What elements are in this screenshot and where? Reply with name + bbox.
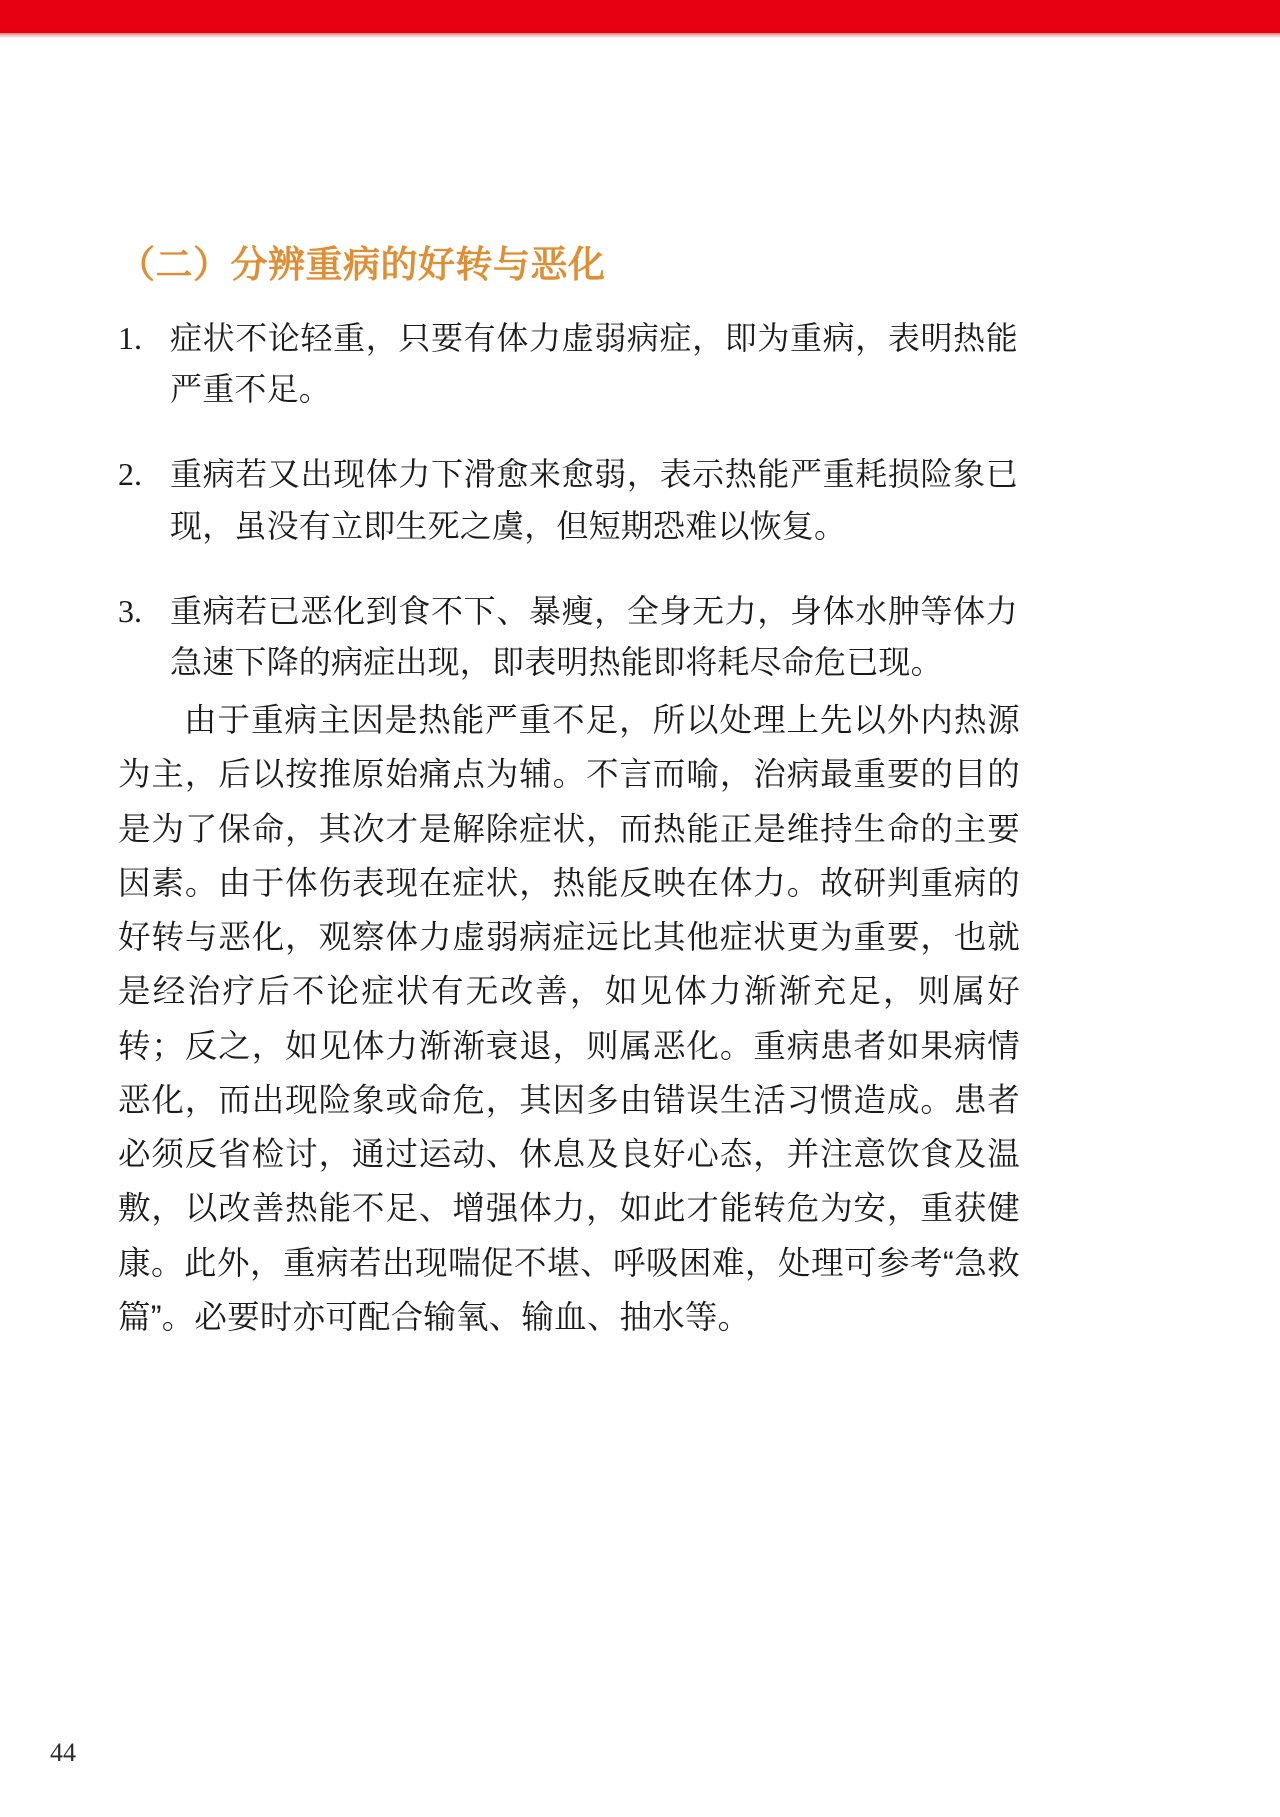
list-item <box>118 449 1018 551</box>
section-heading: （二）分辨重病的好转与恶化 <box>118 244 606 285</box>
list-item-text: 重病若已恶化到食不下、暴瘦，全身无力，身体水肿等体力急速下降的病症出现，即表明热能即将耗尽命危已现。 <box>170 592 1018 680</box>
numbered-list <box>118 313 1018 688</box>
list-item <box>118 313 1018 415</box>
list-item-text: 重病若又出现体力下滑愈来愈弱，表示热能严重耗损险象已现，虽没有立即生死之虞，但短期恐难以恢复。 <box>170 456 1018 544</box>
page-content <box>0 38 1280 1817</box>
list-item-text: 症状不论轻重，只要有体力虚弱病症，即为重病，表明热能严重不足。 <box>170 320 1018 408</box>
list-item-marker: 2. <box>118 456 142 493</box>
body-paragraph: 由于重病主因是热能严重不足，所以处理上先以外内热源为主，后以按推原始痛点为辅。不言而喻，治病最重要的目的是为了保命，其次才是解除症状，而热能正是维持生命的主要因素。由于体伤表现在症状，热能反映在体力。故研判重病的好转与恶化，观察体力虚弱病症远比其他症状更为重要，也就是经治疗后不论症状有无改善，如见体力渐渐充足，则属好转；反之，如见体力渐渐衰退，则属恶化。重病患者如果病情恶化，而出现险象或命危，其因多由错误生活习惯造成。患者必须反省检讨，通过运动、休息及良好心态，并注意饮食及温敷，以改善热能不足、增强体力，如此才能转危为安，重获健康。此外，重病若出现喘促不堪、呼吸困难，处理可参考“急救篇”。必要时亦可配合输氧、输血、抽水等。 <box>118 702 1020 1335</box>
page-number: 44 <box>50 1738 76 1767</box>
list-item-marker: 1. <box>118 320 142 356</box>
list-item-marker: 3. <box>118 592 142 629</box>
top-red-banner <box>0 0 1280 33</box>
list-item <box>118 586 1018 688</box>
